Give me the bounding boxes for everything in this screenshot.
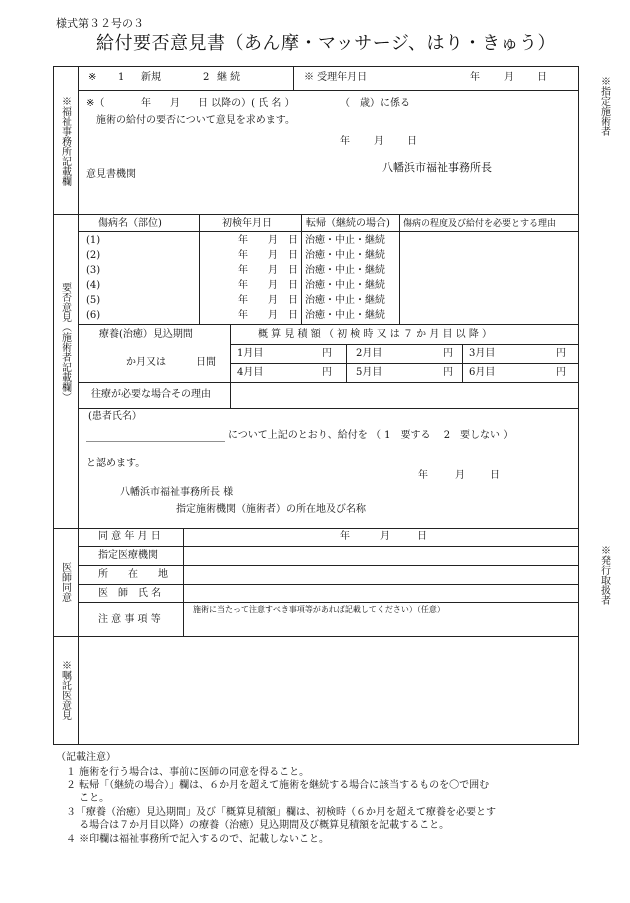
- treatment-period-value: か月又は 日間: [126, 357, 216, 368]
- office-date-year: 年: [340, 136, 350, 147]
- notes-hint: 施術に当たって注意すべき事項等があれば記載してください）（任意）: [193, 605, 445, 614]
- request-year: 年: [141, 98, 151, 109]
- injury-row-outcome: 治癒・中止・継続: [305, 235, 385, 246]
- note-item: ２ 転帰「（継続の場合）」欄は、６か月を超えて施術を継続する場合に該当するものを〇で囲む: [66, 780, 490, 791]
- consent-year: 年: [340, 531, 350, 542]
- approval-addressee: 八幡浜市福祉事務所長 様: [120, 487, 234, 498]
- section-label-commission: ※嘱託医意見: [59, 660, 71, 720]
- label-designated-practitioner: ※指定施術者: [598, 76, 610, 136]
- section-label-practitioner: 要否意見（施術者記載欄）: [59, 282, 71, 402]
- injury-row-number: (3): [86, 265, 101, 276]
- injury-row-outcome: 治癒・中止・継続: [305, 280, 385, 291]
- injury-row-date: 年 月 日: [238, 310, 298, 321]
- month-5-unit: 円: [443, 367, 453, 378]
- office-date-month: 月: [374, 136, 384, 147]
- approval-line: について上記のとおり、給付を （ 1 要する 2 要しない ）: [228, 430, 514, 441]
- month-3-label: 3月目: [469, 348, 496, 359]
- address-label: 所 在 地: [98, 569, 168, 580]
- notes-heading: （記載注意）: [56, 752, 116, 763]
- injury-row-outcome: 治癒・中止・継続: [305, 265, 385, 276]
- month-1-label: 1月目: [237, 348, 264, 359]
- consent-day: 日: [417, 531, 427, 542]
- injury-row-date: 年 月 日: [238, 280, 298, 291]
- type-continue-label: 継 続: [217, 72, 241, 83]
- patient-name-label: (患者氏名）: [88, 411, 142, 422]
- injury-row-date: 年 月 日: [238, 295, 298, 306]
- home-visit-label: 往療が必要な場合その理由: [91, 389, 211, 400]
- month-5-label: 5月目: [356, 367, 383, 378]
- type-new-number: 1: [118, 72, 125, 83]
- institution-label: 指定施術機関（施術者）の所在地及び名称: [176, 504, 366, 515]
- notes-label: 注 意 事 項 等: [98, 614, 161, 625]
- month-2-unit: 円: [443, 348, 453, 359]
- injury-row-date: 年 月 日: [238, 250, 298, 261]
- header-injury-name: 傷病名（部位): [98, 218, 162, 229]
- issuer-office: 八幡浜市福祉事務所長: [382, 161, 492, 174]
- header-outcome: 転帰（継続の場合): [306, 218, 390, 229]
- form-number: 様式第３２号の３: [56, 17, 144, 30]
- request-prefix: ※（: [86, 98, 105, 109]
- estimate-header: 概 算 見 積 額 （ 初 検 時 又 は ７ か 月 目 以 降 ）: [258, 329, 493, 340]
- type-mark: ※: [88, 72, 97, 83]
- note-item: ３「療養（治癒）見込期間」及び「概算見積額」欄は、初検時（６か月を超えて療養を必要とす: [66, 807, 496, 818]
- request-month: 月: [170, 98, 180, 109]
- injury-row-number: (5): [86, 295, 101, 306]
- month-6-label: 6月目: [469, 367, 496, 378]
- month-1-unit: 円: [322, 348, 332, 359]
- received-year: 年: [470, 72, 480, 83]
- section-label-doctor: 医師同意: [59, 562, 71, 602]
- month-3-unit: 円: [556, 348, 566, 359]
- injury-row-number: (4): [86, 280, 101, 291]
- injury-row-outcome: 治癒・中止・継続: [305, 250, 385, 261]
- medical-institution-label: 指定医療機関: [98, 550, 158, 561]
- injury-row-date: 年 月 日: [238, 265, 298, 276]
- injury-row-date: 年 月 日: [238, 235, 298, 246]
- received-day: 日: [537, 72, 547, 83]
- request-after: 日 以降の）( 氏 名 ）: [198, 98, 295, 109]
- month-6-unit: 円: [556, 367, 566, 378]
- section-label-office: ※福祉事務所記載欄: [59, 96, 71, 186]
- header-severity-reason: 傷病の程度及び給付を必要とする理由: [403, 219, 557, 229]
- page-title: 給付要否意見書（あん摩・マッサージ、はり・きゅう）: [96, 33, 556, 54]
- treatment-period-label: 療養(治癒）見込期間: [99, 329, 193, 340]
- injury-row-number: (2): [86, 250, 101, 261]
- header-first-exam-date: 初検年月日: [222, 218, 272, 229]
- injury-row-number: (6): [86, 310, 101, 321]
- received-month: 月: [504, 72, 514, 83]
- request-age: （ 歳）に係る: [340, 98, 410, 109]
- month-4-label: 4月目: [237, 367, 264, 378]
- consent-date-label: 同 意 年 月 日: [98, 531, 161, 542]
- consent-month: 月: [380, 531, 390, 542]
- doctor-name-label: 医 師 氏 名: [98, 588, 162, 599]
- approval-line-2: と認めます。: [86, 458, 146, 469]
- approval-day: 日: [490, 470, 500, 481]
- received-date-label: ※ 受理年月日: [304, 72, 368, 83]
- office-date-day: 日: [407, 136, 417, 147]
- addressee-label: 意見書機関: [86, 169, 136, 180]
- note-item: こと。: [66, 793, 110, 804]
- injury-row-outcome: 治癒・中止・継続: [305, 310, 385, 321]
- month-4-unit: 円: [322, 367, 332, 378]
- note-item: １ 施術を行う場合は、事前に医師の同意を得ること。: [66, 767, 310, 778]
- note-item: ４ ※印欄は福祉事務所で記入するので、記載しないこと。: [66, 834, 329, 845]
- type-continue-number: 2: [203, 72, 210, 83]
- injury-row-outcome: 治癒・中止・継続: [305, 295, 385, 306]
- request-text: 施術の給付の要否について意見を求めます。: [96, 115, 295, 126]
- label-issuer: ※発行取扱者: [598, 545, 610, 605]
- note-item: る場合は７か月目以降）の療養（治癒）見込期間及び概算見積額を記載すること。: [66, 820, 450, 831]
- type-new-label: 新規: [141, 72, 161, 83]
- approval-year: 年: [418, 470, 428, 481]
- injury-row-number: (1): [86, 235, 101, 246]
- approval-month: 月: [455, 470, 465, 481]
- month-2-label: 2月目: [356, 348, 383, 359]
